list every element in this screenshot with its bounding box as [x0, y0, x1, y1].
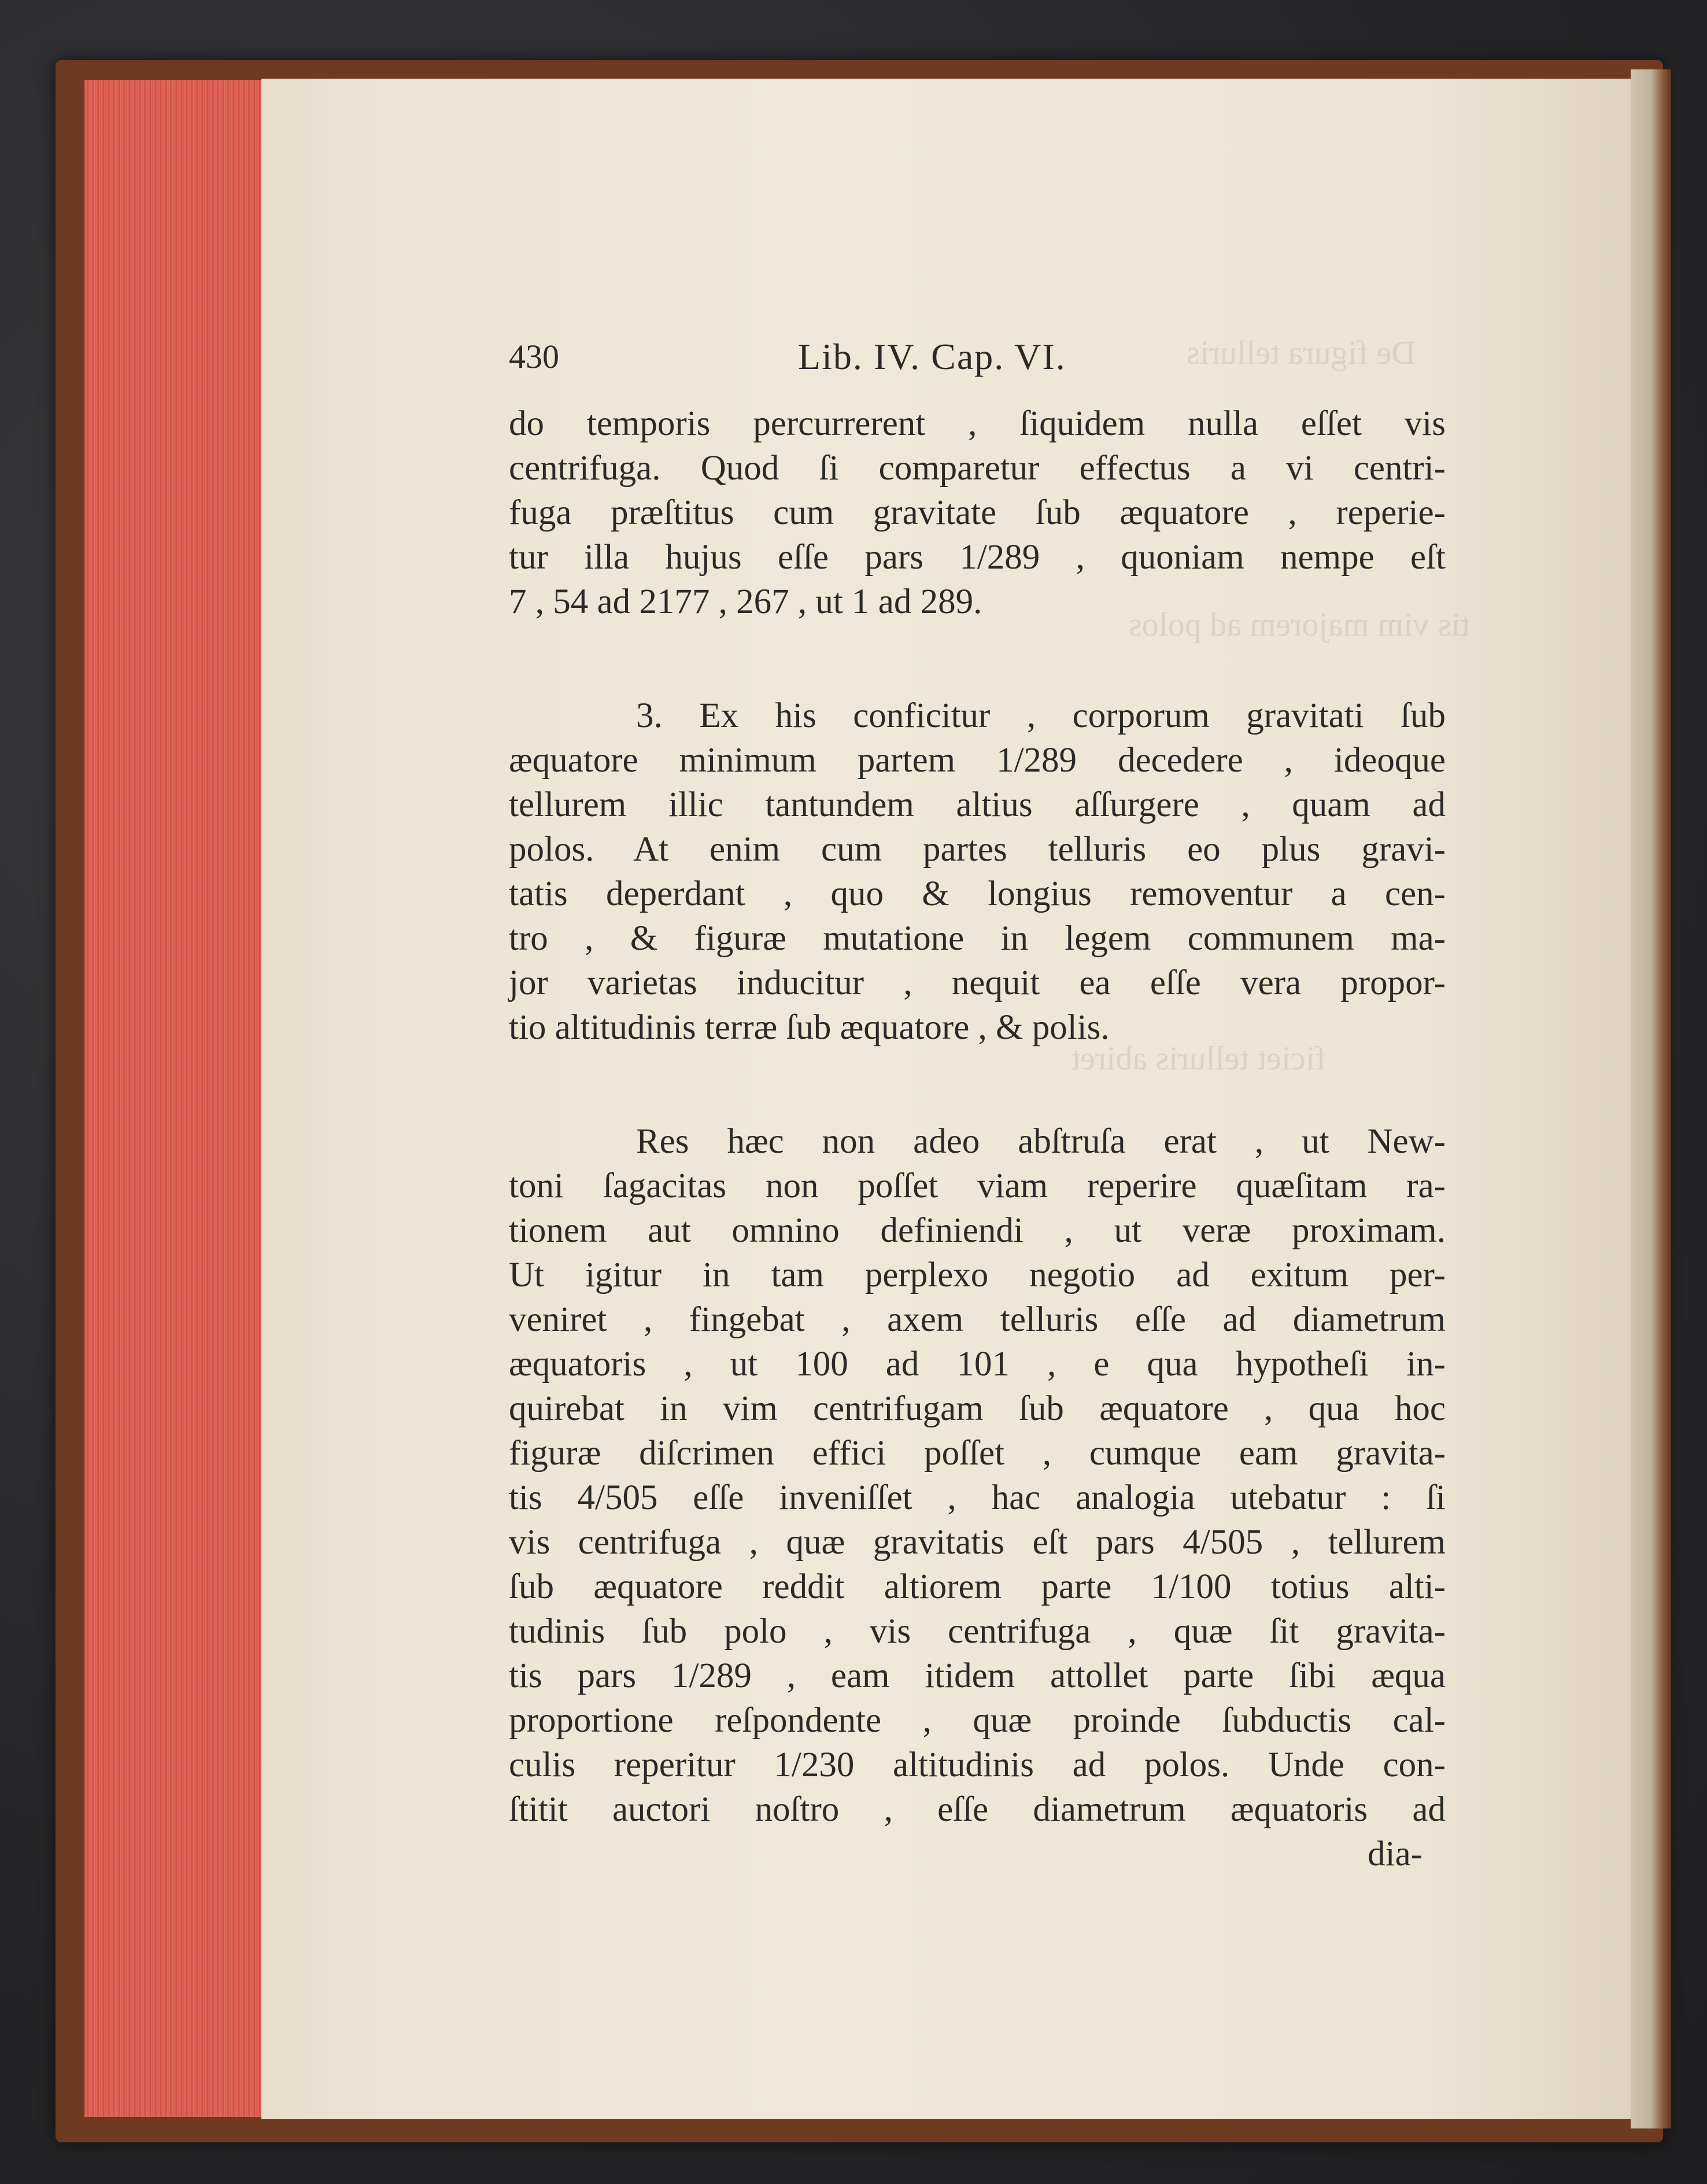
text-line: æquatore minimum partem 1/289 decedere , ideoque — [509, 741, 1446, 780]
text-line: figuræ diſcrimen effici poſſet , cumque eam gravita- — [509, 1434, 1446, 1473]
paragraph-gap — [509, 1050, 1446, 1119]
bleed-through-text: tis vim majorem ad polos — [1129, 606, 1470, 643]
bleed-through-text: ficiet telluris abiret — [1071, 1039, 1327, 1077]
page-number: 430 — [509, 338, 559, 375]
running-head — [509, 331, 1446, 383]
paragraph-1 — [509, 401, 1446, 624]
page-edges-red — [84, 80, 265, 2117]
text-line: tro , & figuræ mutatione in legem communem ma- — [509, 919, 1446, 958]
chapter-heading: Lib. IV. Cap. VI. — [798, 336, 1066, 377]
paragraph-gap — [509, 624, 1446, 693]
paragraph-2 — [509, 693, 1446, 1050]
text-line: quirebat in vim centrifugam ſub æquatore , qua hoc — [509, 1389, 1446, 1428]
text-line: fuga præſtitus cum gravitate ſub æquatore , reperie- — [509, 493, 1446, 532]
catchword: dia- — [1368, 1835, 1422, 1873]
text-line: polos. At enim cum partes telluris eo plus gravi- — [509, 830, 1446, 869]
text-line: æquatoris , ut 100 ad 101 , e qua hypotheſi in- — [509, 1345, 1446, 1384]
text-line: tellurem illic tantundem altius aſſurgere , quam ad — [509, 785, 1446, 824]
text-line: tis pars 1/289 , eam itidem attollet parte ſibi æqua — [509, 1657, 1446, 1695]
bleed-through-text: De figura telluris — [1187, 334, 1416, 371]
text-line: tionem aut omnino definiendi , ut veræ proximam. — [509, 1211, 1446, 1250]
text-line: culis reperitur 1/230 altitudinis ad polos. Unde con- — [509, 1746, 1446, 1784]
text-line: Ut igitur in tam perplexo negotio ad exitum per- — [509, 1256, 1446, 1294]
text-line: 3. Ex his conficitur , corporum gravitati ſub — [636, 696, 1446, 735]
text-line: tatis deperdant , quo & longius removentur a cen- — [509, 875, 1446, 913]
book-gutter — [1631, 69, 1671, 2128]
text-line: tis 4/505 eſſe inveniſſet , hac analogia utebatur : ſi — [509, 1478, 1446, 1517]
text-line: do temporis percurrerent , ſiquidem nulla eſſet vis — [509, 404, 1446, 443]
text-line: jor varietas inducitur , nequit ea eſſe vera propor- — [509, 964, 1446, 1002]
text-line: proportione reſpondente , quæ proinde ſubductis cal- — [509, 1701, 1446, 1740]
text-line: ſub æquatore reddit altiorem parte 1/100 totius alti- — [509, 1567, 1446, 1606]
text-line: vis centrifuga , quæ gravitatis eſt pars 4/505 , tellurem — [509, 1523, 1446, 1562]
text-line: 7 , 54 ad 2177 , 267 , ut 1 ad 289. — [509, 582, 982, 621]
text-line: centrifuga. Quod ſi comparetur effectus a vi centri- — [509, 449, 1446, 488]
text-line: tur illa hujus eſſe pars 1/289 , quoniam nempe eſt — [509, 538, 1446, 577]
paragraph-3 — [509, 1119, 1446, 1832]
text-line: ſtitit auctori noſtro , eſſe diametrum æquatoris ad — [509, 1790, 1446, 1829]
text-line: toni ſagacitas non poſſet viam reperire quæſitam ra- — [509, 1167, 1446, 1205]
body-text — [509, 401, 1446, 1876]
text-line: veniret , fingebat , axem telluris eſſe ad diametrum — [509, 1300, 1446, 1339]
text-line: tudinis ſub polo , vis centrifuga , quæ ſit gravita- — [509, 1612, 1446, 1651]
text-line: Res hæc non adeo abſtruſa erat , ut New- — [636, 1122, 1446, 1161]
text-line: tio altitudinis terræ ſub æquatore , & polis. — [509, 1008, 1110, 1047]
